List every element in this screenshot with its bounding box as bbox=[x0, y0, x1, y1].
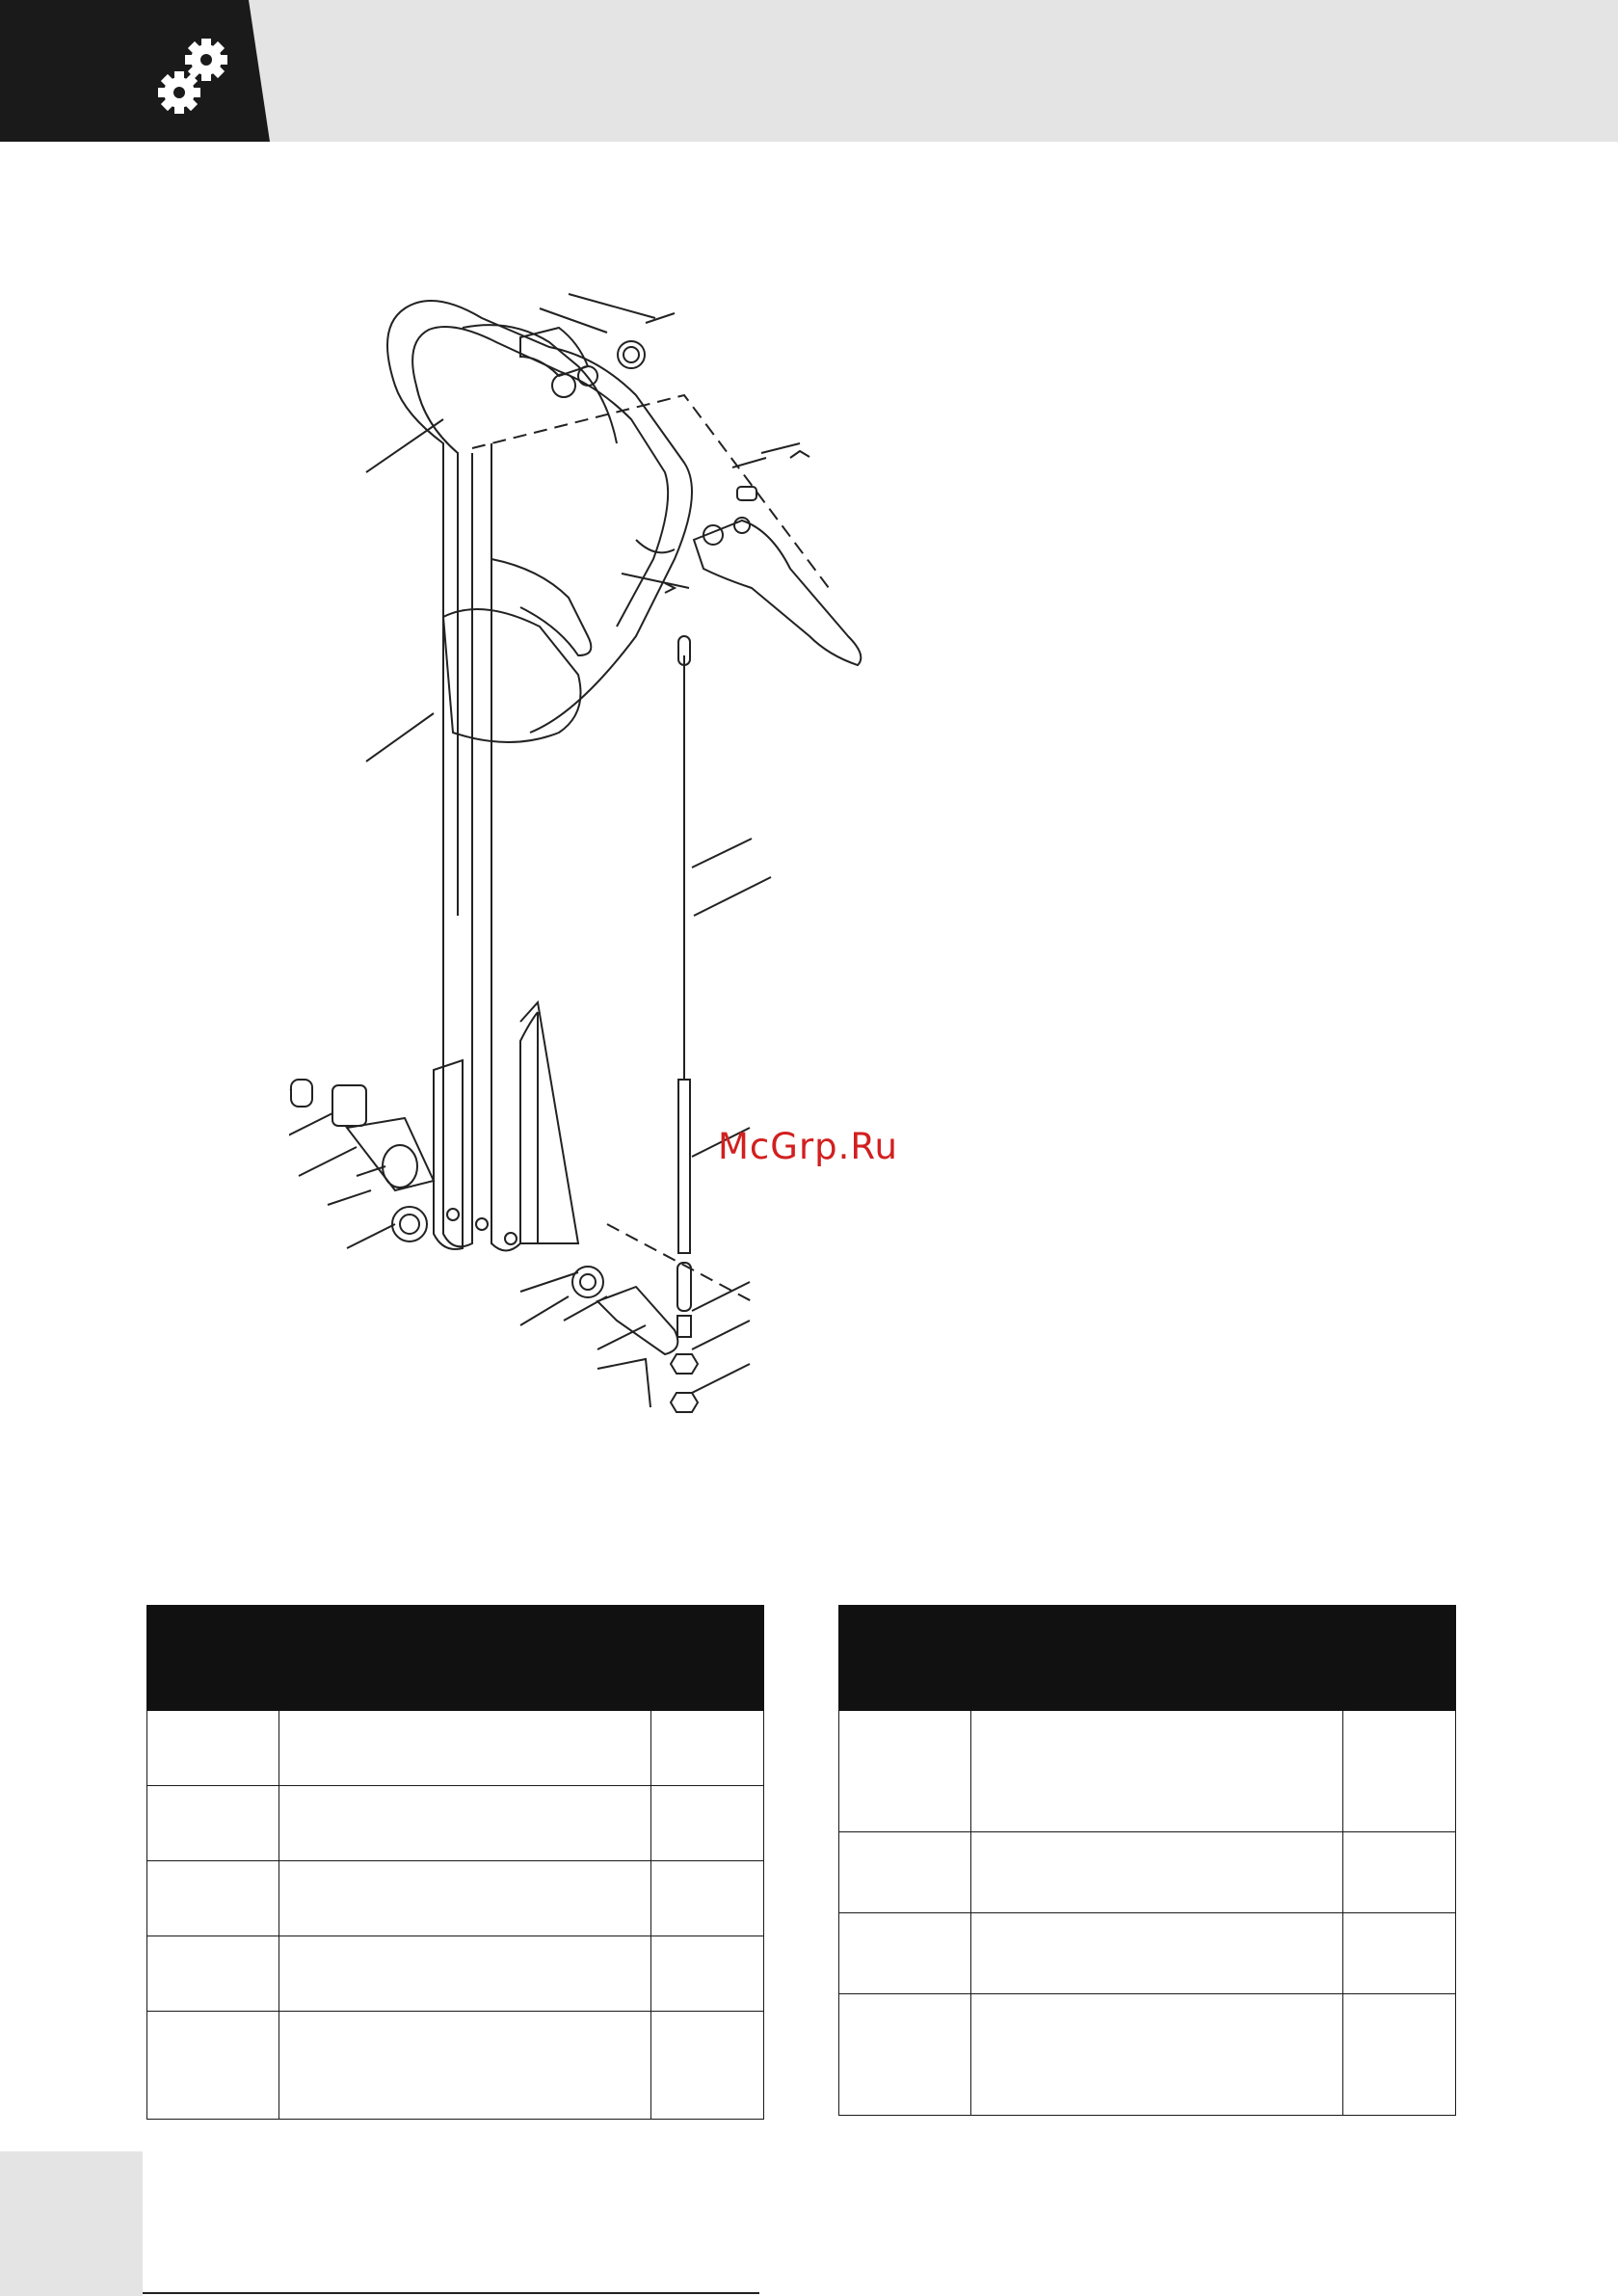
header-cell-description bbox=[279, 1606, 651, 1711]
lever-inner bbox=[491, 559, 591, 655]
table-row bbox=[147, 1861, 764, 1936]
gears-icon bbox=[154, 35, 231, 118]
parts-table-left bbox=[146, 1605, 764, 2120]
exploded-parts-diagram bbox=[289, 251, 1253, 1427]
handle-sleeve bbox=[443, 609, 581, 742]
fork-plate bbox=[434, 1002, 578, 1249]
table-row bbox=[839, 1711, 1456, 1832]
header-cell-description bbox=[971, 1606, 1343, 1711]
table-row bbox=[147, 2012, 764, 2120]
table-header-row bbox=[147, 1606, 764, 1711]
table-row bbox=[839, 1994, 1456, 2116]
footer-divider bbox=[143, 2292, 759, 2294]
table-row bbox=[147, 1711, 764, 1786]
table-header-row bbox=[839, 1606, 1456, 1711]
table-row bbox=[839, 1832, 1456, 1913]
handle-inner bbox=[412, 327, 668, 916]
page-footer-tab bbox=[0, 2151, 143, 2296]
page-header bbox=[0, 0, 1618, 142]
header-cell-no bbox=[839, 1606, 971, 1711]
header-cell-qty bbox=[651, 1606, 764, 1711]
watermark-text: McGrp.Ru bbox=[718, 1126, 898, 1167]
header-cell-qty bbox=[1343, 1606, 1456, 1711]
handle-loop bbox=[387, 301, 692, 916]
table-row bbox=[147, 1936, 764, 2012]
table-row bbox=[839, 1913, 1456, 1994]
parts-table-right bbox=[838, 1605, 1456, 2116]
header-cell-no bbox=[147, 1606, 279, 1711]
table-row bbox=[147, 1786, 764, 1861]
